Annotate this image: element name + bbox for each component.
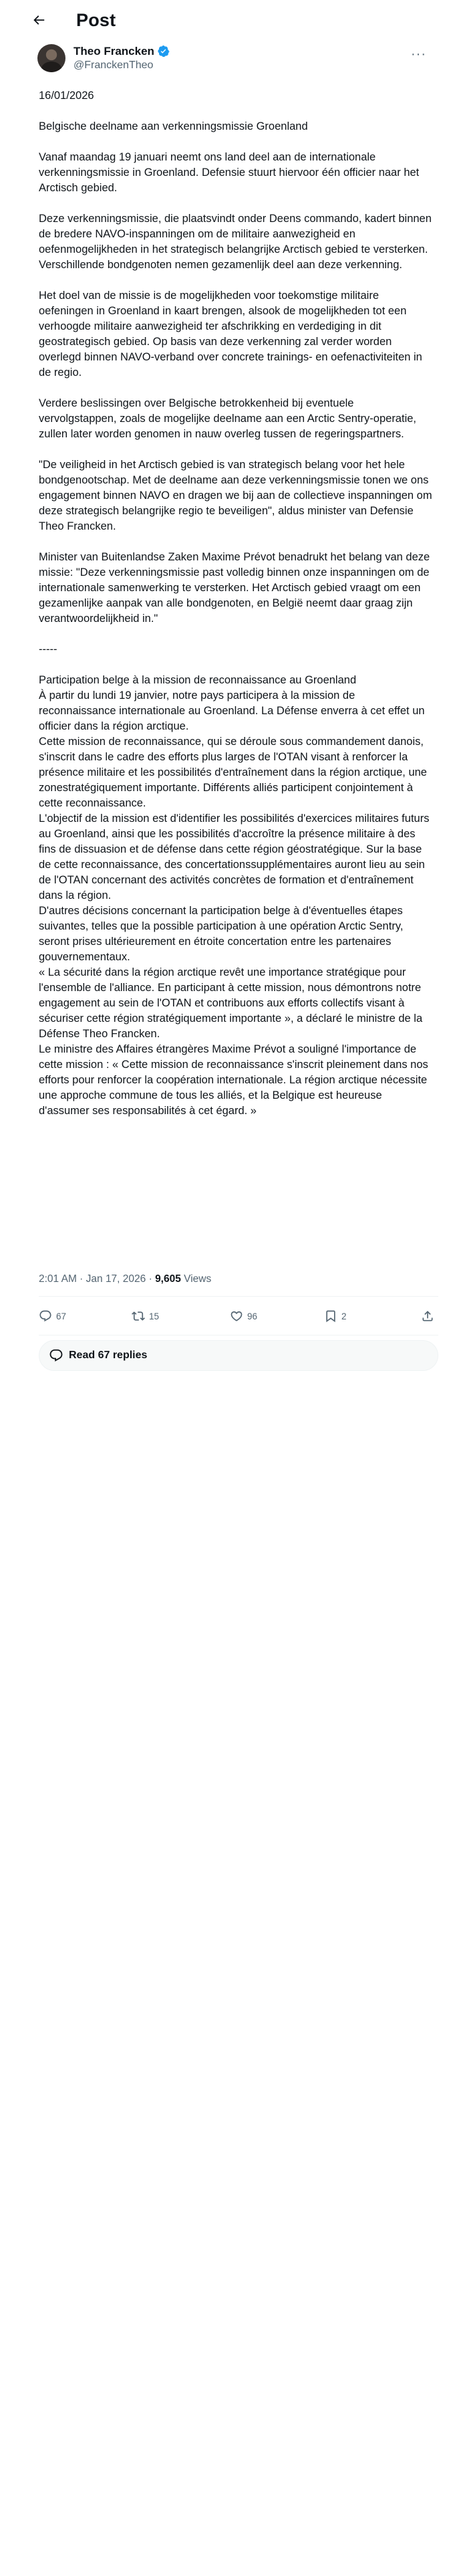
- author-handle[interactable]: @FranckenTheo: [73, 60, 154, 71]
- post-paragraph-nl: "De veiligheid in het Arctisch gebied is van strategisch belang voor het hele bondgenootschap. Met de deelname aan deze verkenningsmissie tonen we ons engagement binnen NAVO en dragen we bij aan de collectieve inspanningen om deze strategisch belangrijke regio te beveiligen", aldus minister van Defensie Theo Francken.: [39, 459, 432, 532]
- post-paragraph-fr: À partir du lundi 19 janvier, notre pays participera à la mission de reconnaissance internationale au Groenland. La Défense enverra à cet effet un officier dans la région arctique.: [39, 689, 425, 732]
- repost-button[interactable]: [132, 1309, 159, 1323]
- like-count: 96: [247, 1311, 258, 1321]
- post-paragraph-fr-title: Participation belge à la mission de reconnaissance au Groenland: [39, 674, 357, 686]
- share-button[interactable]: [421, 1309, 438, 1323]
- divider: [39, 1296, 438, 1297]
- more-options-button[interactable]: ···: [411, 47, 426, 62]
- post-paragraph-fr: « La sécurité dans la région arctique revêt une importance stratégique pour l'ensemble de l'alliance. En participant à cette mission, nous démontrons notre engagement au sein de l'OTAN et contribuons aux efforts collectifs visant à sécuriser cette région stratégiquement importante », a déclaré le ministre de la Défense Theo Francken.: [39, 966, 423, 1040]
- share-icon: [421, 1309, 434, 1323]
- bookmark-icon: [324, 1309, 337, 1323]
- post-date-line: 16/01/2026: [39, 90, 94, 102]
- author-name[interactable]: Theo Francken: [73, 45, 154, 58]
- top-bar: [0, 0, 451, 40]
- back-button[interactable]: [27, 8, 51, 32]
- post-paragraph-fr: Le ministre des Affaires étrangères Maxime Prévot a souligné l'importance de cette mission : « Cette mission de reconnaissance s'inscrit pleinement dans nos efforts pour renforcer la coopération internationale. La région arctique nécessite une approche commune de tous les alliés, et la Belgique est heureuse d'assumer ses responsabilités à cet égard. »: [39, 1043, 428, 1117]
- reply-button[interactable]: [39, 1309, 66, 1323]
- verified-badge-icon: [157, 45, 170, 58]
- arrow-left-icon: [31, 13, 46, 27]
- post-text: [39, 88, 433, 1119]
- views-count: 9,605: [155, 1273, 181, 1285]
- post-paragraph-nl: Verdere beslissingen over Belgische betrokkenheid bij eventuele vervolgstappen, zoals de mogelijke deelname aan een Arctic Sentry-operatie, zullen later worden genomen in nauw overleg tussen de regeringspartners.: [39, 397, 416, 440]
- views-label: Views: [180, 1273, 212, 1285]
- post-paragraph-fr: D'autres décisions concernant la participation belge à d'éventuelles étapes suivantes, telles que la possible participation à une opération Arctic Sentry, seront prises ultérieurement en étroite concertation entre les partenaires gouvernementaux.: [39, 905, 404, 963]
- reply-count: 67: [56, 1311, 67, 1321]
- author-info: [73, 44, 170, 72]
- post-paragraph-nl-title: Belgische deelname aan verkenningsmissie Groenland: [39, 120, 308, 132]
- post-paragraph-fr: Cette mission de reconnaissance, qui se déroule sous commandement danois, s'inscrit dans le cadre des efforts plus larges de l'OTAN visant à renforcer la présence militaire et les possibilités d'entraînement dans la région arctique, une zonestratégiquement importante. Différents alliés participent conjointement à cette reconnaissance.: [39, 736, 427, 809]
- author-name-row: [73, 44, 170, 58]
- read-replies-label: Read 67 replies: [69, 1350, 148, 1361]
- post-actions: [39, 1304, 438, 1328]
- repost-count: 15: [149, 1311, 160, 1321]
- language-separator: -----: [39, 643, 57, 655]
- post-author: [37, 44, 438, 74]
- page-title: Post: [76, 9, 116, 30]
- post-paragraph-nl: Minister van Buitenlandse Zaken Maxime Prévot benadrukt het belang van deze missie: "Deze verkenningsmissie past volledig binnen onze inspanningen om de internationale samenwerking te versterken. Het Arctisch gebied vraagt om een gezamenlijke aanpak van alle bondgenoten, en België neemt daar graag zijn verantwoordelijkheid in.": [39, 551, 430, 625]
- post-meta: [39, 1273, 211, 1285]
- read-replies-button[interactable]: [39, 1340, 438, 1371]
- post-paragraph-nl: Vanaf maandag 19 januari neemt ons land deel aan de internationale verkenningsmissie in Groenland. Defensie stuurt hiervoor één officier naar het Arctisch gebied.: [39, 151, 420, 194]
- avatar[interactable]: [37, 44, 65, 72]
- like-button[interactable]: [230, 1309, 257, 1323]
- heart-icon: [230, 1309, 243, 1323]
- post-paragraph-nl: Het doel van de missie is de mogelijkheden voor toekomstige militaire oefeningen in Groenland in kaart brengen, alsook de mogelijkheden tot een verhoogde militaire aanwezigheid ter afschrikking en verdediging in dit geostrategisch gebied. Op basis van deze verkenning zal verder worden overlegd binnen NAVO-verband over concrete trainings- en oefenactiviteiten in de regio.: [39, 290, 422, 379]
- reply-icon: [39, 1309, 52, 1323]
- repost-icon: [132, 1309, 145, 1323]
- post-timestamp[interactable]: 2:01 AM · Jan 17, 2026 ·: [39, 1273, 156, 1285]
- post-paragraph-nl: Deze verkenningsmissie, die plaatsvindt onder Deens commando, kadert binnen de bredere NAVO-inspanningen om de militaire aanwezigheid en oefenmogelijkheden in het strategisch belangrijke Arctisch gebied te versterken. Verschillende bondgenoten nemen gezamenlijk deel aan deze verkenning.: [39, 213, 432, 271]
- post-paragraph-fr: L'objectif de la mission est d'identifier les possibilités d'exercices militaires futurs au Groenland, ainsi que les possibilités d'accroître la présence militaire à des fins de dissuasion et de défense dans cette région géostratégique. Sur la base de cette reconnaissance, des concertationssupplémentaires auront lieu au sein de l'OTAN concernant des activités concrètes de formation et d'entraînement dans la région.: [39, 813, 430, 901]
- reply-bubble-icon: [49, 1348, 63, 1363]
- bookmark-count: 2: [341, 1311, 347, 1321]
- bookmark-button[interactable]: [324, 1309, 347, 1323]
